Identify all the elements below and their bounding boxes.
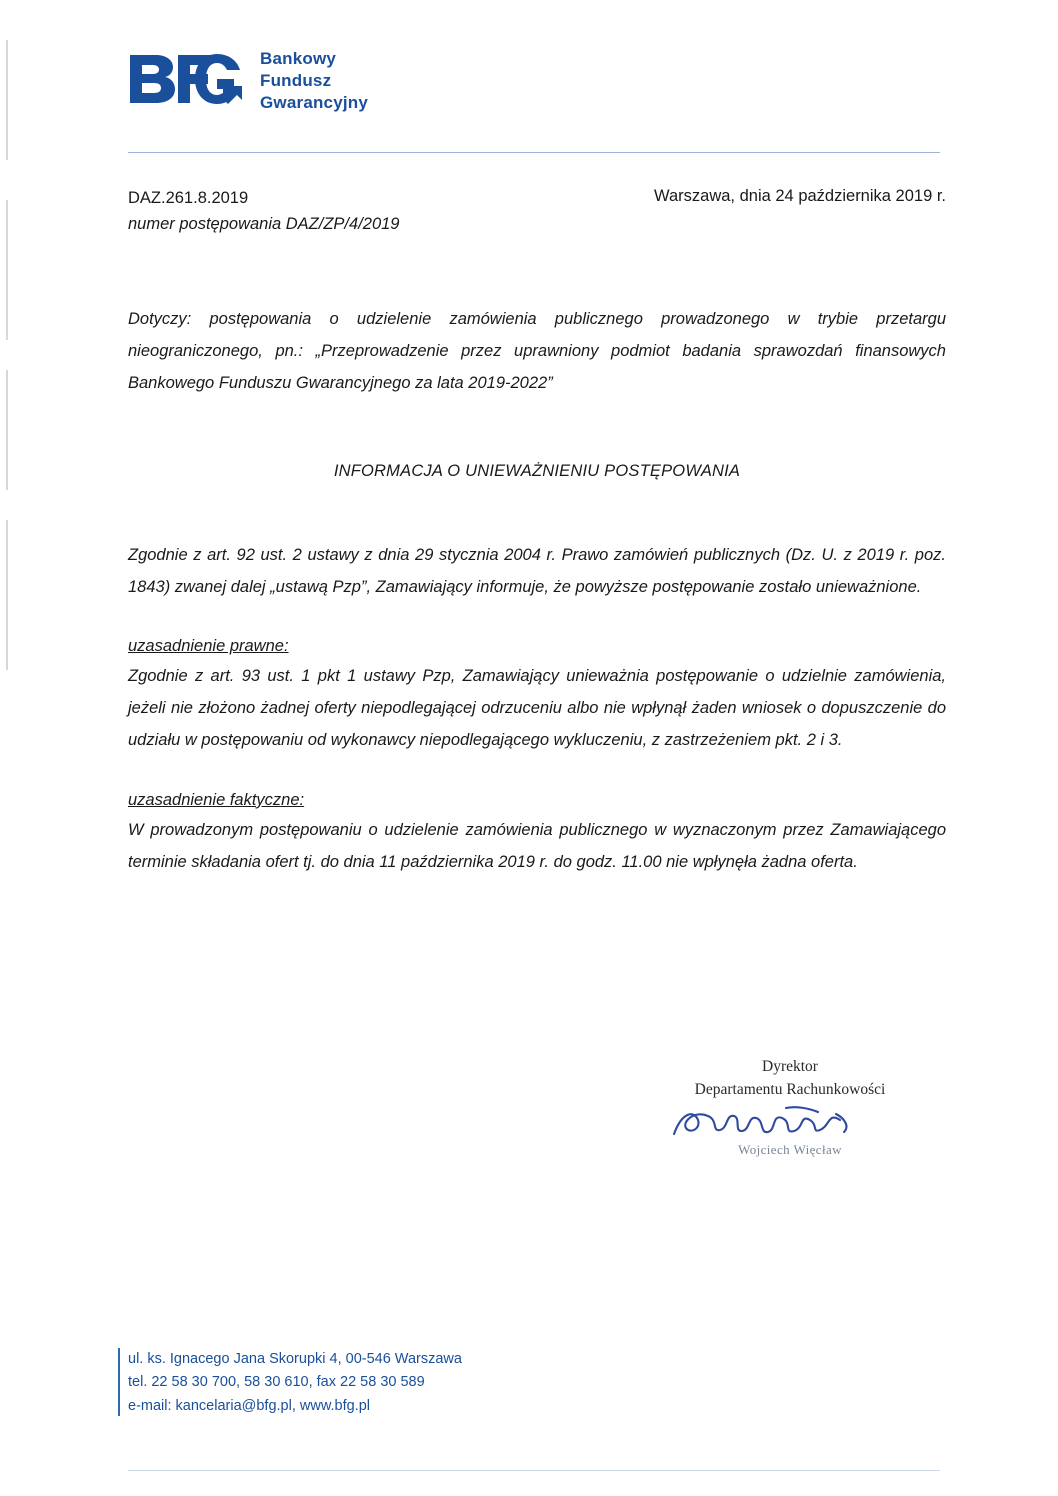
margin-mark [6, 520, 8, 670]
place-and-date: Warszawa, dnia 24 października 2019 r. [654, 187, 946, 205]
footer-email: e-mail: kancelaria@bfg.pl, www.bfg.pl [128, 1397, 370, 1414]
reference-and-date-row [128, 186, 946, 237]
bfg-logo [128, 48, 938, 113]
margin-mark [6, 200, 8, 340]
reference-number: DAZ.261.8.2019 [128, 189, 249, 207]
signature-role-line-1: Dyrektor [762, 1058, 818, 1075]
document-header [128, 48, 938, 144]
document-title: INFORMACJA O UNIEWAŻNIENIU POSTĘPOWANIA [333, 461, 741, 480]
header-divider [128, 152, 940, 153]
bfg-logo-mark-icon [128, 53, 246, 109]
margin-mark [6, 40, 8, 160]
procedure-number: numer postępowania DAZ/ZP/4/2019 [128, 214, 400, 233]
bottom-divider [128, 1470, 940, 1471]
footer-address: ul. ks. Ignacego Jana Skorupki 4, 00-546 Warszawa [128, 1351, 462, 1367]
margin-mark [6, 370, 8, 490]
signature-block [640, 1055, 940, 1158]
logo-line-1: Bankowy [260, 49, 337, 68]
legal-justification-heading: uzasadnienie prawne: [128, 636, 289, 655]
reference-block [128, 186, 400, 237]
footer-phone: tel. 22 58 30 700, 58 30 610, fax 22 58 30 589 [128, 1374, 425, 1391]
footer-accent-bar [118, 1348, 120, 1416]
handwritten-signature-icon [640, 1104, 940, 1146]
document-body [128, 186, 946, 878]
intro-paragraph: Zgodnie z art. 92 ust. 2 ustawy z dnia 29 stycznia 2004 r. Prawo zamówień publicznych (Dz. U. z 2019 r. poz. 1843) zwanej dalej „ustawą Pzp”, Zamawiający informuje, że powyższe postępowanie zostało unieważnione. [128, 545, 946, 596]
factual-justification-heading: uzasadnienie faktyczne: [128, 790, 305, 809]
legal-justification-text: Zgodnie z art. 93 ust. 1 pkt 1 ustawy Pzp, Zamawiający unieważnia postępowanie o udzielnie zamówienia, jeżeli nie złożono żadnej oferty niepodlegającej odrzuceniu albo nie wpłynął żaden wniosek o dopuszczenie do udziału w postępowaniu od wykonawcy niepodlegającego wykluczeniu, z zastrzeżeniem pkt. 2 i 3. [128, 666, 946, 750]
logo-line-3: Gwarancyjny [260, 92, 369, 112]
signature-role-line-2: Departamentu Rachunkowości [694, 1081, 886, 1099]
document-footer [128, 1348, 462, 1418]
logo-line-2: Fundusz [260, 70, 332, 90]
signature-name: Wojciech Więcław [738, 1141, 842, 1157]
subject-paragraph: Dotyczy: postępowania o udzielenie zamówienia publicznego prowadzonego w trybie przetargu nieograniczonego, pn.: „Przeprowadzenie przez uprawniony podmiot badania sprawozdań finansowych Bankowego Funduszu Gwarancyjnego za lata 2019-2022” [128, 310, 946, 393]
factual-justification-text: W prowadzonym postępowaniu o udzielenie zamówienia publicznego w wyznaczonym przez Zamawiającego terminie składania ofert tj. do dnia 11 października 2019 r. do godz. 11.00 nie wpłynęła żadna oferta. [128, 820, 946, 871]
